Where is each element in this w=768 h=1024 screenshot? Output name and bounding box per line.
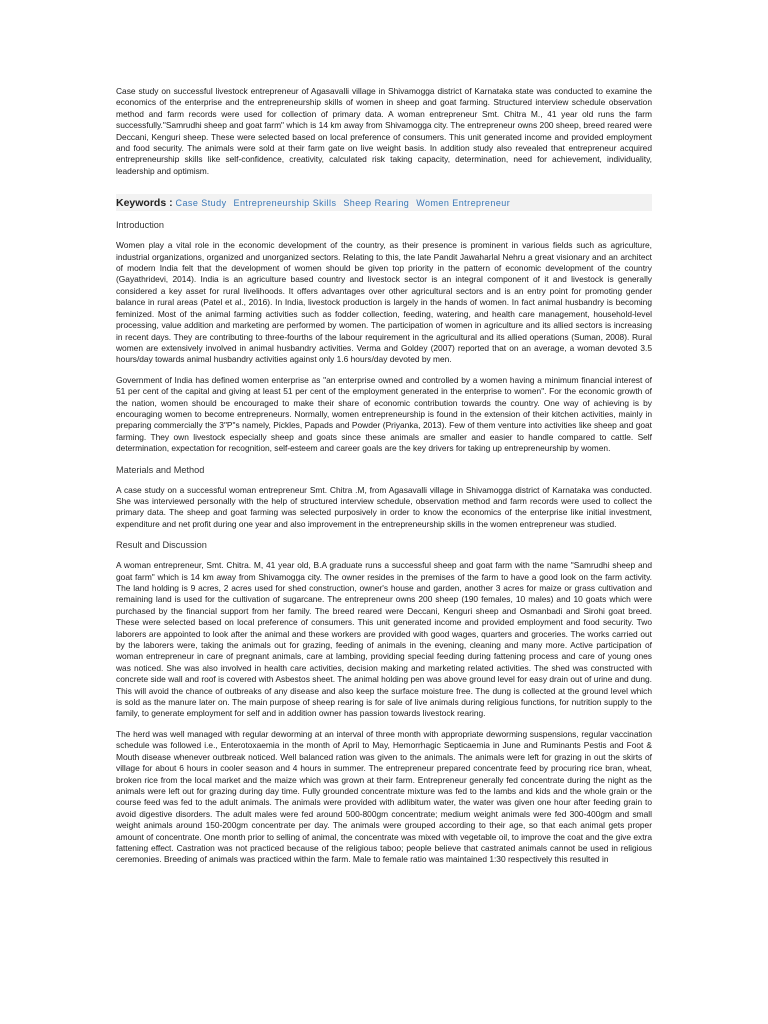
section-heading-methods: Materials and Method [116,464,205,475]
section-heading-results: Result and Discussion [116,540,207,551]
keyword-link[interactable]: Case Study [175,197,227,208]
introduction-paragraph: Women play a vital role in the economic development of the country, as their presence is prominent in various fields such as agriculture, industrial organizations, organized and unorganized sectors. Relating to this, the late Pandit Jawaharlal Nehru a great visionary and an architect of modern India felt that the development of women should be given top priority in the pattern of economic development of the country (Gayathridevi, 2014). India is an agriculture based country and livestock sector is an integral component of it and livestock is generally considered a key asset for rural livelihoods. It offers advantages over other agricultural sectors and is an entry point for promoting gender balance in rural areas (Patel et al., 2016). In India, livestock production is largely in the hands of women. In fact animal husbandry is becoming feminized. Most of the animal farming activities such as fodder collection, feeding, watering, and health care management, household-level processing, value addition and marketing are performed by women. The participation of women in agriculture and its allied sectors is increasing in recent days. They are contributing to three-fourths of the labour requirement in the agricultural and its allied operations (Suman, 2008). Rural women are extensively involved in animal husbandry activities. Verma and Goldey (2007) reported that on an average, a woman devoted 3.5 hours/day towards animal husbandry activities against only 1.6 hours/day devoted by men. [116,240,652,365]
section-heading-introduction: Introduction [116,220,165,231]
methods-paragraph: A case study on a successful woman entrepreneur Smt. Chitra .M, from Agasavalli village in Shivamogga district of Karnataka was conducted. She was interviewed personally with the help of structured interview schedule, observation method and farm records were used to collect the primary data. The sheep and goat farming was selected purposively in order to know the economics of the enterprise like initial investment, expenditure and net profit during one year and also improvement in the entrepreneurship skills in the women entrepreneur was studied. [116,484,652,529]
keywords-bar [116,194,652,211]
results-paragraph: The herd was well managed with regular deworming at an interval of three month with appropriate deworming suspensions, regular vaccination schedule was followed i.e., Enterotoxaemia in the month of April to May, Hemorrhagic Septicaemia in June and Ruminants Pestis and Foot & Mouth disease whenever outbreak noticed. Well balanced ration was given to the animals. The animals were left for grazing in out the skirts of village for about 6 hours in cooler season and 4 hours in summer. The entrepreneur prepared concentrate feed by procuring rice bran, wheat, broken rice from the local market and the maize which was grown at their farm. Entrepreneur generally fed concentrate during the night as the animals were left out for grazing during day time. Fully grounded concentrate mixture was fed to the lambs and kids and the whole grain or the course feed was fed to the adult animals. The animals were provided with adlibitum water, the water was given one hour after feeding grain to avoid digestive disorders. The adult males were fed around 500-800gm concentrate; medium weight animals were fed 300-400gm and small weight animals around 150-200gm concentrate per day. The animals were grouped according to their age, so that each animal gets proper amount of concentrate. One month prior to selling of animal, the concentrate was mixed with vegetable oil, to improve the coat and the give extra fattening effect. Castration was not practiced because of the religious taboo; people believe that castrated animals cannot be used in religious ceremonies. Breeding of animals was practiced within the farm. Male to female ratio was maintained 1:30 respectively this resulted in [116,728,652,865]
keyword-link[interactable]: Entrepreneurship Skills [233,197,337,208]
keyword-link[interactable]: Women Entrepreneur [416,197,511,208]
keyword-link[interactable]: Sheep Rearing [343,197,410,208]
introduction-paragraph: Government of India has defined women enterprise as "an enterprise owned and controlled by a women having a minimum financial interest of 51 per cent of the capital and giving at least 51 per cent of the employment generated in the enterprise to women". For the economic growth of the nation, women should be encouraged to make their share of economic contribution towards the country. One way of achieving is by encouraging women to become entrepreneurs. Normally, women entrepreneurship is found in the extension of their kitchen activities, mainly in preparing commercially the 3"P"s namely, Pickles, Papads and Powder (Priyanka, 2013). Few of them venture into activities like sheep and goat farming. They own livestock especially sheep and goats since these animals are smaller and easier to handle compared to cattle. Self determination, expectation for recognition, self-esteem and career goals are the key drivers for taking up entrepreneurship by women. [116,374,652,454]
article-body [116,86,652,875]
results-paragraph: A woman entrepreneur, Smt. Chitra. M, 41 year old, B.A graduate runs a successful sheep and goat farm with the name "Samrudhi sheep and goat farm" which is 14 km away from Shivamogga city. The owner resides in the premises of the farm to have a good look on the farm activity. The land holding is 9 acres, 2 acres used for shed construction, owner's house and garden, another 3 acres for maize or grass cultivation and remaining land is used for the cultivation of sugarcane. The entrepreneur owns 200 sheep (190 females, 10 males) and 10 goats which were purchased by the financial support from her family. The breed reared were Deccani, Kenguri sheep and Osmanbadi and Sirohi goat breed. These were selected based on local preference of consumers. This unit generated income and provided employment and food security. Two laborers are appointed to look after the animal and these workers are provided with good wages, quarters and groceries. The works carried out by the laborers were, taking the animals out for grazing, feeding of animals in the evening, cleaning and many more. Active participation of woman entrepreneur in care of pregnant animals, care at lambing, providing special feeding during fattening process and care of young ones was noticed. She was also involved in health care activities, decision making and marketing related activities. The shed was constructed with concrete side wall and roof is covered with Asbestos sheet. The animal holding pen was above ground level for easy drain out of urine and dung. This will avoid the chance of outbreaks of any disease and also keep the surface moisture free. The dung is collected at the ground level which is sold as the manure later on. The main purpose of sheep rearing is for sale of live animals during religious functions, for nutrition supply to the family, to generate employment for self and in addition owner has passion towards livestock rearing. [116,560,652,719]
keywords-label: Keywords : [116,196,176,209]
keywords-list [176,198,511,208]
abstract-text: Case study on successful livestock entrepreneur of Agasavalli village in Shivamogga district of Karnataka state was conducted to examine the economics of the enterprise and the entrepreneurship skills of women in sheep and goat farming. Structured interview schedule observation method and farm records were used for collection of primary data. A woman entrepreneur Smt. Chitra M., 41 year old runs the farm successfully."Samrudhi sheep and goat farm" which is 14 km away from Shivamogga city. The entrepreneur owns 200 sheep, breed reared were Deccani, Kenguri sheep. These were selected based on local preference of consumers. This unit generated income and provided employment and food security. The animals were sold at their farm gate on live weight basis. In addition study also revealed that entrepreneur acquired entrepreneurship skills like self-confidence, creativity, calculated risk taking capacity, determination, need for achievement, individuality, leadership and optimism. [116,86,652,176]
